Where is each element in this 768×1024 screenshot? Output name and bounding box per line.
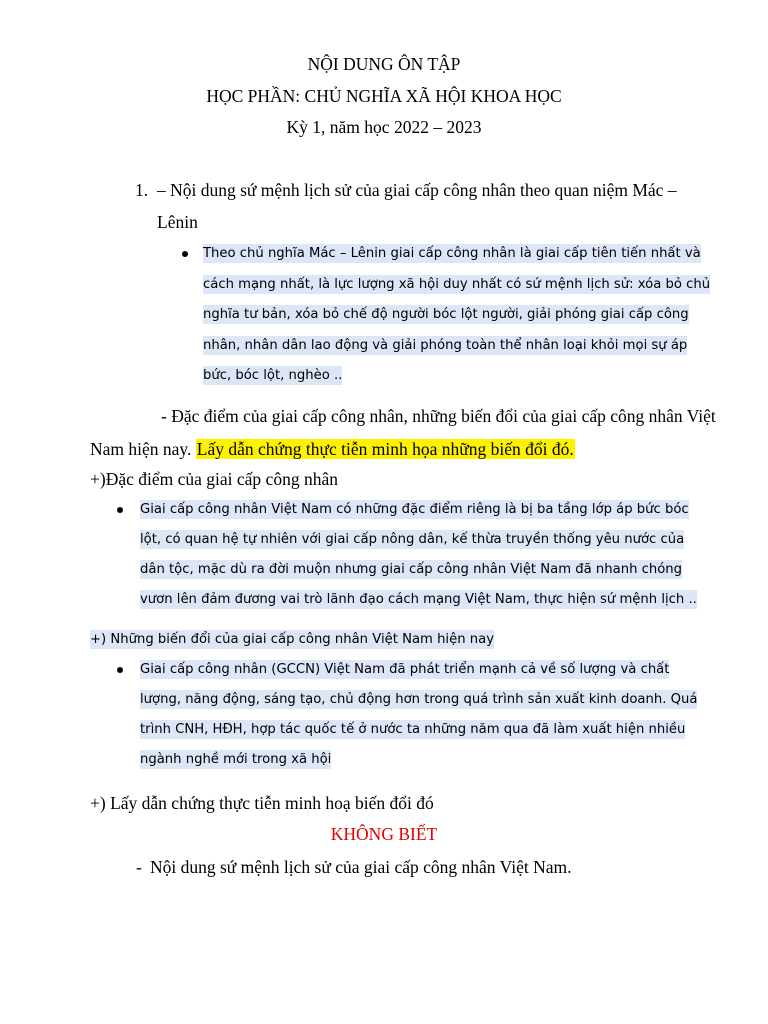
q2-sub2-heading: +) Những biến đổi của giai cấp công nhân Việt Nam hiện nay <box>90 632 495 647</box>
q2-heading-line1: - Đặc điểm của giai cấp công nhân, những biến đổi của giai cấp công nhân Việt <box>161 406 716 426</box>
q2-sub2-bullet-line: lượng, năng động, sáng tạo, chủ động hơn trong quá trình sản xuất kinh doanh. Quá <box>140 692 698 707</box>
doc-subject: HỌC PHẦN: CHỦ NGHĨA XÃ HỘI KHOA HỌC <box>206 86 562 106</box>
q2-heading-line2 <box>90 439 575 460</box>
answer-unknown: KHÔNG BIẾT <box>330 824 438 844</box>
q1-heading-line2: Lênin <box>157 212 198 232</box>
q1-heading-line1: – Nội dung sứ mệnh lịch sử của giai cấp công nhân theo quan niệm Mác – <box>157 180 677 200</box>
q1-bullet-line: bức, bóc lột, nghèo .. <box>203 368 343 383</box>
q1-bullet-line: Theo chủ nghĩa Mác – Lênin giai cấp công nhân là giai cấp tiên tiến nhất và <box>203 246 701 261</box>
q2-sub1-bullet-line: Giai cấp công nhân Việt Nam có những đặc điểm riêng là bị ba tầng lớp áp bức bóc <box>140 502 689 517</box>
doc-term: Kỳ 1, năm học 2022 – 2023 <box>286 117 482 137</box>
q2-sub2-bullet-line: ngành nghề mới trong xã hội <box>140 752 332 767</box>
q1-number: 1. <box>135 180 149 200</box>
q2-sub1-heading: +)Đặc điểm của giai cấp công nhân <box>90 469 338 489</box>
q2-sub1-bullet-line: dân tộc, mặc dù ra đời muộn nhưng giai cấp công nhân Việt Nam đã nhanh chóng <box>140 562 683 577</box>
q2-highlight-request: Lấy dẫn chứng thực tiễn minh họa những biến đổi đó. <box>196 439 574 459</box>
doc-title: NỘI DUNG ÔN TẬP <box>307 54 461 74</box>
q2-sub3-heading: +) Lấy dẫn chứng thực tiễn minh hoạ biến đổi đó <box>90 793 434 813</box>
bullet-dot <box>182 251 188 257</box>
bullet-dot <box>117 667 123 673</box>
bullet-dot <box>117 507 123 513</box>
q2-sub1-bullet-line: vươn lên đảm đương vai trò lãnh đạo cách mạng Việt Nam, thực hiện sứ mệnh lịch .. <box>140 592 697 607</box>
q1-bullet-line: nhân, nhân dân lao động và giải phóng toàn thể nhân loại khỏi mọi sự áp <box>203 338 688 353</box>
q1-bullet-line: cách mạng nhất, là lực lượng xã hội duy nhất có sứ mệnh lịch sử: xóa bỏ chủ <box>203 277 711 292</box>
q3-dash: - <box>136 857 142 877</box>
q2-sub2-bullet-line: trình CNH, HĐH, hợp tác quốc tế ở nước ta những năm qua đã làm xuất hiện nhiều <box>140 722 686 737</box>
q1-bullet-line: nghĩa tư bản, xóa bỏ chế độ người bóc lột người, giải phóng giai cấp công <box>203 307 689 322</box>
q2-sub2-bullet-line: Giai cấp công nhân (GCCN) Việt Nam đã phát triển mạnh cả về số lượng và chất <box>140 662 670 677</box>
q2-sub1-bullet-line: lột, có quan hệ tự nhiên với giai cấp nông dân, kế thừa truyền thống yêu nước của <box>140 532 685 547</box>
q3-heading: Nội dung sứ mệnh lịch sử của giai cấp công nhân Việt Nam. <box>150 857 572 877</box>
q2-heading-plain: Nam hiện nay. <box>90 439 196 459</box>
